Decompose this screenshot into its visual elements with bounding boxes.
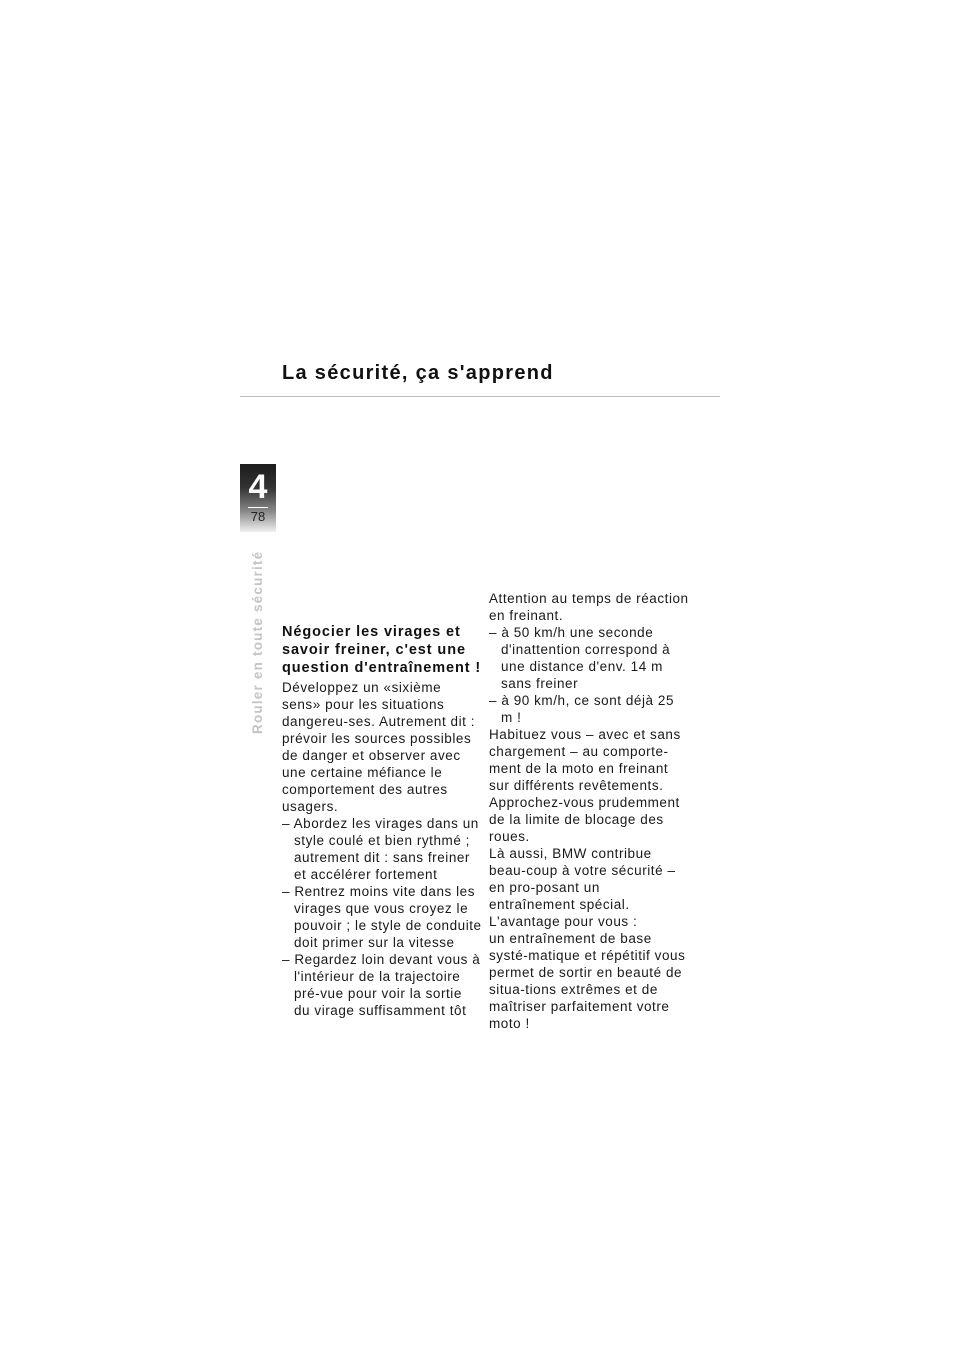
intro-paragraph: Attention au temps de réaction en freinant.	[489, 591, 689, 623]
right-column	[489, 590, 689, 1032]
chapter-tab-divider	[248, 507, 268, 508]
list-item: – à 90 km/h, ce sont déjà 25 m !	[489, 693, 675, 725]
page-title: La sécurité, ça s'apprend	[282, 362, 554, 384]
list-item: – Regardez loin devant vous à l'intérieur de la trajectoire pré-vue pour voir la sortie du virage suffisamment tôt	[282, 952, 481, 1018]
left-column	[282, 623, 482, 1019]
list-item: – à 50 km/h une seconde d'inattention correspond à une distance d'env. 14 m sans freiner	[489, 625, 671, 691]
paragraph: Habituez vous – avec et sans chargement – au comporte-ment de la moto en freinant sur différents revêtements.	[489, 727, 681, 793]
section-heading: Négocier les virages et savoir freiner, c'est une question d'entraînement !	[282, 624, 482, 676]
paragraph: L'avantage pour vous :	[489, 914, 638, 929]
side-section-label: Rouler en toute sécurité	[250, 550, 265, 734]
paragraph: Approchez-vous prudemment de la limite de blocage des roues.	[489, 795, 680, 844]
intro-paragraph: Développez un «sixième sens» pour les situations dangereu-ses. Autrement dit : prévoir les sources possibles de danger et observer avec une certaine méfiance le comportement des autres usagers.	[282, 680, 476, 814]
list-item: – Abordez les virages dans un style coulé et bien rythmé ; autrement dit : sans freiner et accélérer fortement	[282, 816, 479, 882]
title-divider	[240, 396, 720, 397]
chapter-number: 4	[248, 468, 268, 506]
page-number: 78	[250, 509, 266, 524]
paragraph: Là aussi, BMW contribue beau-coup à votre sécurité – en pro-posant un entraînement spécial.	[489, 846, 676, 912]
paragraph: un entraînement de base systé-matique et répétitif vous permet de sortir en beauté de situa-tions extrêmes et de maîtriser parfaitement votre moto !	[489, 931, 686, 1031]
chapter-tab	[240, 464, 276, 532]
list-item: – Rentrez moins vite dans les virages que vous croyez le pouvoir ; le style de conduite doit primer sur la vitesse	[282, 884, 482, 950]
